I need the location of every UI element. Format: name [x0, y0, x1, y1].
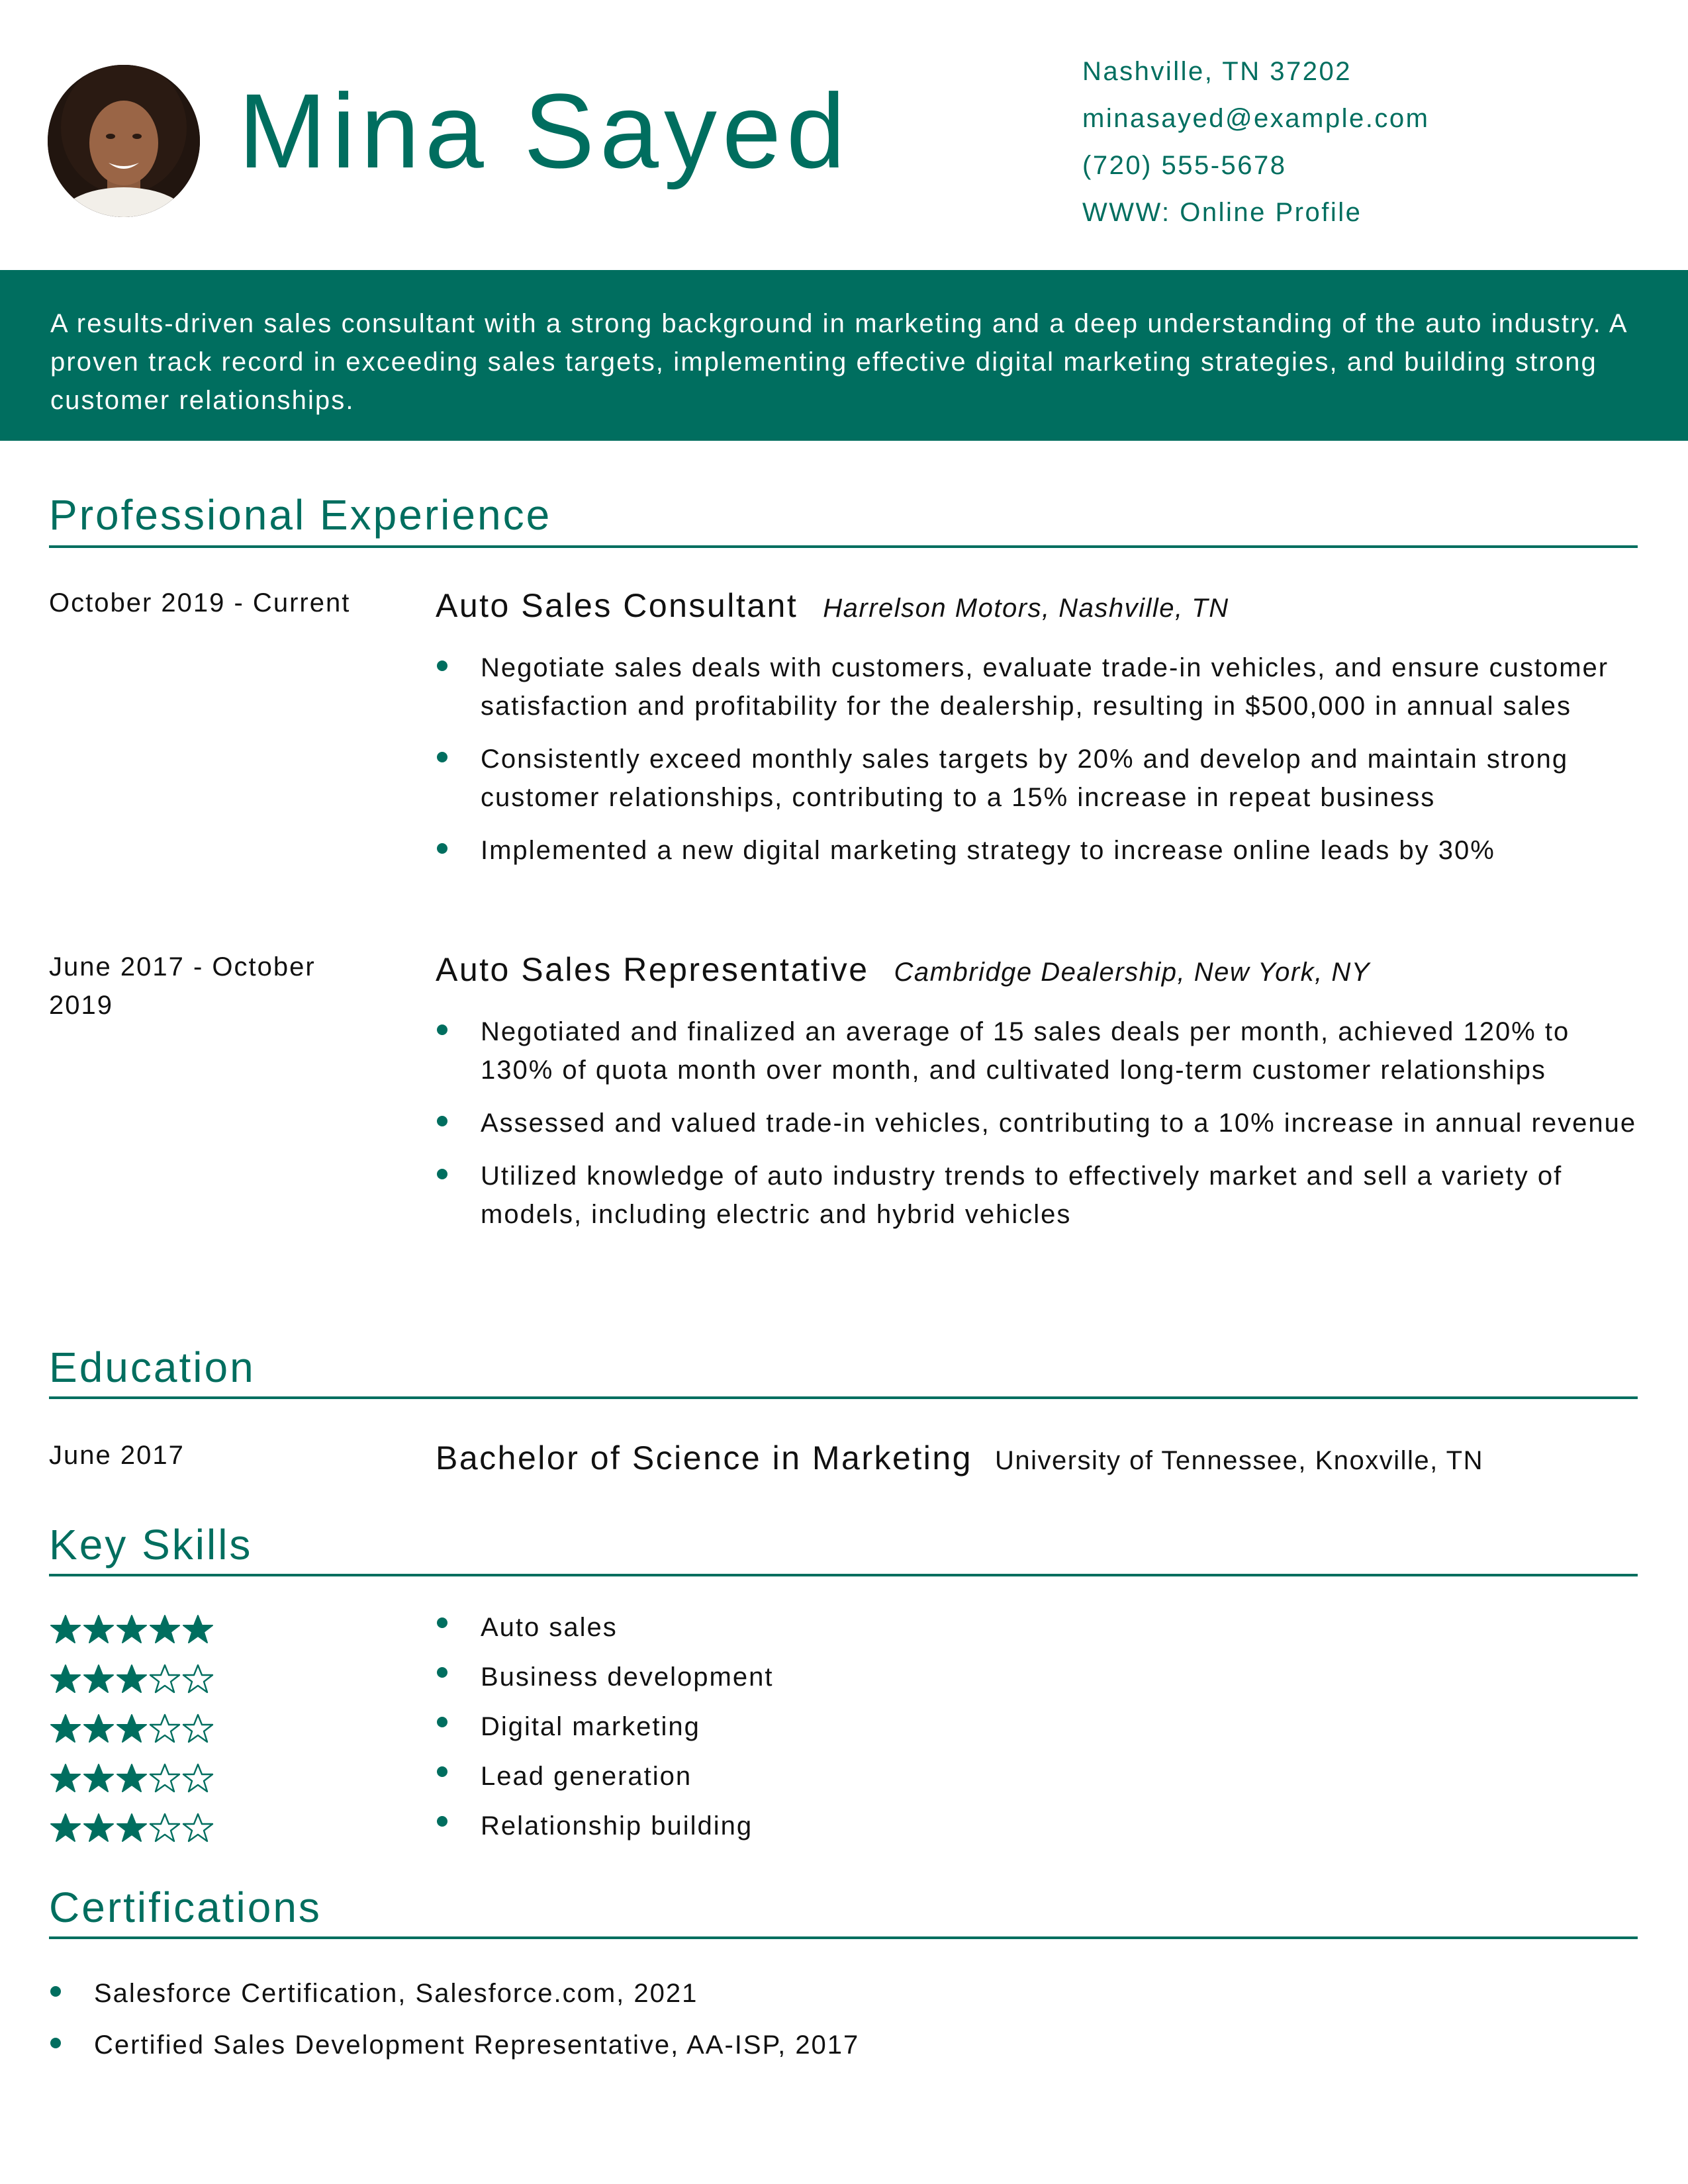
skill-name: Digital marketing [436, 1707, 700, 1746]
phone: (720) 555-5678 [1082, 151, 1287, 180]
skill-row [49, 1658, 976, 1707]
education-heading: Education [49, 1343, 256, 1391]
certifications-list [49, 1974, 859, 2077]
list-item: Implemented a new digital marketing strategy to increase online leads by 30% [436, 831, 1640, 870]
bullet-icon [437, 660, 447, 671]
bullet-icon [437, 1816, 447, 1827]
skill-name: Business development [436, 1658, 773, 1696]
skills-heading: Key Skills [49, 1521, 253, 1569]
job-bullets [436, 649, 1640, 884]
star-filled-icon [49, 1663, 82, 1695]
star-empty-icon [181, 1663, 214, 1695]
degree: Bachelor of Science in Marketing [436, 1439, 972, 1477]
bullet-icon [50, 2038, 61, 2048]
star-filled-icon [115, 1762, 148, 1794]
star-filled-icon [49, 1713, 82, 1745]
list-item: Consistently exceed monthly sales targets by 20% and develop and maintain strong customer relationships, contributing to a 15% increase in repeat business [436, 740, 1640, 817]
list-item: Negotiated and finalized an average of 15 sales deals per month, achieved 120% to 130% of quota month over month, and cultivated long-term customer relationships [436, 1013, 1640, 1089]
star-empty-icon [148, 1713, 181, 1745]
experience-heading: Professional Experience [49, 491, 552, 539]
education-entry [436, 1439, 1483, 1477]
job-company: Harrelson Motors, Nashville, TN [823, 594, 1229, 623]
star-empty-icon [148, 1812, 181, 1844]
bullet-icon [437, 1717, 447, 1727]
job-header [436, 950, 1370, 989]
education-date: June 2017 [49, 1441, 185, 1470]
job-dates: October 2019 - Current [49, 588, 351, 617]
skill-rating [49, 1762, 214, 1797]
list-item: Utilized knowledge of auto industry trends to effectively market and sell a variety of models, including electric and hybrid vehicles [436, 1157, 1640, 1234]
star-filled-icon [49, 1614, 82, 1645]
bullet-icon [437, 1169, 447, 1179]
certifications-heading: Certifications [49, 1884, 322, 1931]
star-filled-icon [148, 1614, 181, 1645]
skill-rating [49, 1614, 214, 1649]
job-title: Auto Sales Representative [436, 951, 869, 988]
star-filled-icon [181, 1614, 214, 1645]
summary-band [0, 270, 1688, 441]
candidate-name: Mina Sayed [238, 71, 851, 190]
job-bullets [436, 1013, 1640, 1248]
star-empty-icon [181, 1812, 214, 1844]
star-filled-icon [115, 1812, 148, 1844]
bullet-icon [437, 752, 447, 762]
profile-photo-image [48, 65, 200, 217]
list-item: Negotiate sales deals with customers, evaluate trade-in vehicles, and ensure customer satisfaction and profitability for the dealership, resulting in $500,000 in annual sales [436, 649, 1640, 725]
bullet-icon [50, 1986, 61, 1997]
location: Nashville, TN 37202 [1082, 57, 1352, 86]
experience-divider [49, 545, 1638, 548]
star-empty-icon [148, 1663, 181, 1695]
bullet-icon [437, 1667, 447, 1678]
skill-row [49, 1757, 976, 1807]
star-filled-icon [49, 1762, 82, 1794]
certifications-divider [49, 1936, 1638, 1939]
skills-divider [49, 1574, 1638, 1576]
star-empty-icon [181, 1713, 214, 1745]
skill-name: Auto sales [436, 1608, 618, 1647]
skill-rating [49, 1663, 214, 1698]
skill-row [49, 1807, 976, 1856]
contact-info [1082, 53, 1429, 241]
star-filled-icon [115, 1663, 148, 1695]
star-filled-icon [115, 1713, 148, 1745]
job-dates: June 2017 - October 2019 [49, 952, 316, 1020]
job-company: Cambridge Dealership, New York, NY [894, 958, 1370, 987]
skill-row [49, 1608, 976, 1658]
skill-name: Relationship building [436, 1807, 753, 1845]
online-profile-link[interactable]: WWW: Online Profile [1082, 198, 1362, 227]
skill-rating [49, 1713, 214, 1748]
star-empty-icon [181, 1762, 214, 1794]
list-item: Salesforce Certification, Salesforce.com, 2021 [49, 1974, 859, 2013]
star-filled-icon [49, 1812, 82, 1844]
education-divider [49, 1396, 1638, 1399]
email-link[interactable]: minasayed@example.com [1082, 104, 1430, 133]
school: University of Tennessee, Knoxville, TN [994, 1446, 1483, 1475]
job-title: Auto Sales Consultant [436, 587, 798, 624]
star-filled-icon [82, 1713, 115, 1745]
profile-photo [48, 65, 200, 217]
bullet-icon [437, 1116, 447, 1126]
job-header [436, 586, 1229, 625]
bullet-icon [437, 843, 447, 854]
summary-text: A results-driven sales consultant with a strong background in marketing and a deep understanding of the auto industry. A proven track record in exceeding sales targets, implementing effective digital marketing strategies, and building strong customer relationships. [50, 309, 1627, 415]
skill-name: Lead generation [436, 1757, 692, 1796]
star-empty-icon [148, 1762, 181, 1794]
star-filled-icon [82, 1762, 115, 1794]
list-item: Certified Sales Development Representative, AA-ISP, 2017 [49, 2026, 859, 2064]
bullet-icon [437, 1617, 447, 1628]
star-filled-icon [82, 1663, 115, 1695]
star-filled-icon [82, 1812, 115, 1844]
skill-rating [49, 1812, 214, 1847]
star-filled-icon [82, 1614, 115, 1645]
bullet-icon [437, 1024, 447, 1035]
skill-row [49, 1707, 976, 1757]
bullet-icon [437, 1766, 447, 1777]
list-item: Assessed and valued trade-in vehicles, contributing to a 10% increase in annual revenue [436, 1104, 1640, 1142]
star-filled-icon [115, 1614, 148, 1645]
